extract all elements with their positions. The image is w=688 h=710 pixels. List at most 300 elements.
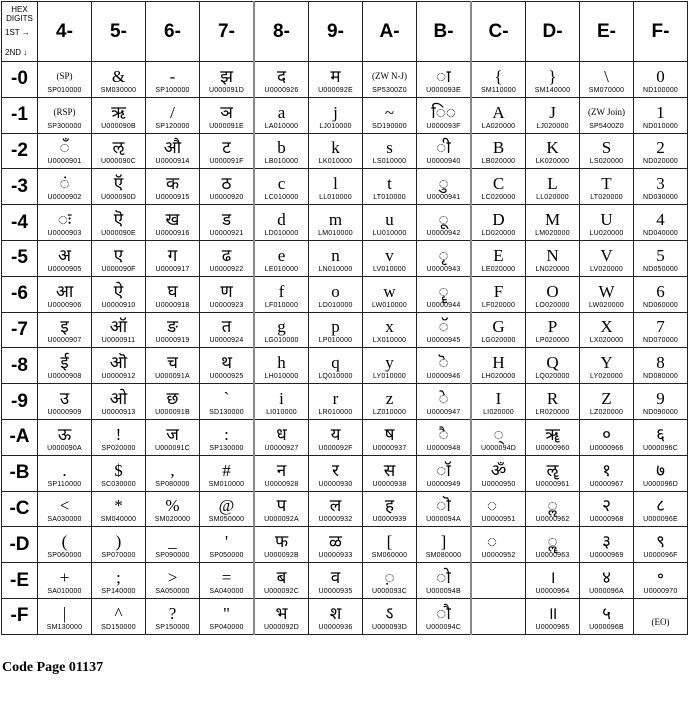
code-cell	[200, 563, 255, 599]
character-glyph: 9	[656, 388, 665, 408]
gcgid-code: U000094D	[480, 444, 517, 452]
gcgid-code: U0000936	[318, 623, 353, 631]
code-cell	[309, 276, 363, 312]
gcgid-code: LN010000	[318, 265, 353, 273]
gcgid-code: U0000962	[535, 516, 570, 524]
code-cell	[417, 133, 472, 169]
code-cell	[471, 169, 526, 205]
character-glyph: व	[330, 567, 341, 587]
code-cell	[146, 527, 200, 563]
code-cell	[363, 384, 417, 420]
gcgid-code: U0000915	[155, 194, 190, 202]
gcgid-code: LL020000	[536, 194, 569, 202]
character-glyph: ए	[113, 245, 124, 265]
code-cell	[417, 62, 472, 98]
row-header: -A	[2, 419, 38, 455]
character-glyph: ड	[221, 209, 232, 229]
row-header: -4	[2, 205, 38, 241]
gcgid-code: LA020000	[481, 122, 516, 130]
column-header: 7-	[200, 2, 255, 62]
character-glyph: A	[492, 102, 505, 122]
character-glyph: औ	[163, 138, 182, 158]
gcgid-code: LU010000	[372, 229, 407, 237]
gcgid-code: ND020000	[642, 158, 679, 166]
code-cell	[363, 312, 417, 348]
code-cell	[200, 97, 255, 133]
gcgid-code: U0000949	[426, 480, 461, 488]
table-row	[2, 491, 688, 527]
code-cell	[580, 133, 634, 169]
gcgid-code: U000094C	[425, 623, 462, 631]
character-glyph: M	[544, 209, 561, 229]
character-glyph: ◌ॄ	[438, 281, 449, 301]
character-glyph: ◌े	[438, 388, 449, 408]
code-cell	[526, 240, 580, 276]
gcgid-code: U0000925	[209, 373, 244, 381]
gcgid-code: U000091C	[154, 444, 191, 452]
gcgid-code: LO010000	[318, 301, 353, 309]
character-glyph: श	[329, 603, 342, 623]
character-glyph: ॐ	[490, 460, 507, 480]
row-header: -9	[2, 384, 38, 420]
gcgid-code: SM070000	[588, 86, 625, 94]
gcgid-code: U0000946	[426, 373, 461, 381]
gcgid-code: U000091F	[209, 158, 244, 166]
code-cell	[92, 240, 146, 276]
row-header: -8	[2, 348, 38, 384]
code-cell	[200, 491, 255, 527]
code-cell	[92, 491, 146, 527]
digits-label: DIGITS	[6, 14, 33, 23]
character-glyph: ◌ॢ	[547, 496, 558, 516]
table-row	[2, 455, 688, 491]
character-glyph: _	[168, 532, 177, 552]
gcgid-code: SP060000	[47, 552, 82, 560]
gcgid-code: U000091E	[209, 122, 244, 130]
gcgid-code: SP110000	[47, 480, 82, 488]
gcgid-code: SM030000	[100, 86, 137, 94]
character-glyph: ◌ॅ	[438, 317, 449, 337]
gcgid-code: U0000961	[535, 480, 570, 488]
gcgid-code: LF020000	[481, 301, 516, 309]
code-cell	[92, 527, 146, 563]
table-row	[2, 598, 688, 634]
gcgid-code: U0000948	[426, 444, 461, 452]
gcgid-code: ND030000	[642, 194, 679, 202]
gcgid-code: U000096F	[643, 552, 678, 560]
character-glyph: N	[546, 245, 559, 265]
gcgid-code: ND070000	[642, 337, 679, 345]
character-glyph: '	[224, 532, 229, 552]
character-glyph: *	[114, 496, 123, 516]
character-glyph: q	[331, 353, 340, 373]
gcgid-code: U000094B	[426, 587, 461, 595]
column-header: A-	[363, 2, 417, 62]
character-glyph: ऽ	[385, 603, 394, 623]
gcgid-code: SM050000	[208, 516, 245, 524]
code-cell	[309, 491, 363, 527]
character-glyph: %	[165, 496, 180, 516]
character-glyph: ऋ	[111, 102, 126, 122]
code-cell	[38, 527, 92, 563]
code-cell	[38, 205, 92, 241]
gcgid-code: U0000917	[155, 265, 190, 273]
code-cell	[309, 455, 363, 491]
code-cell	[580, 312, 634, 348]
row-header: -F	[2, 598, 38, 634]
gcgid-code: LH010000	[264, 373, 299, 381]
character-glyph: झ	[220, 66, 233, 86]
character-glyph: ◌ः	[57, 209, 72, 229]
character-glyph: १	[602, 460, 611, 480]
gcgid-code: LC020000	[481, 194, 516, 202]
code-cell	[363, 169, 417, 205]
gcgid-code: LT010000	[373, 194, 406, 202]
character-glyph: 6	[656, 281, 665, 301]
character-glyph: 8	[656, 353, 665, 373]
code-cell	[309, 419, 363, 455]
character-glyph: x	[385, 317, 394, 337]
code-cell	[200, 62, 255, 98]
code-cell	[526, 419, 580, 455]
gcgid-code: U000090A	[47, 444, 82, 452]
code-cell	[471, 62, 526, 98]
gcgid-code: U000096B	[589, 623, 624, 631]
gcgid-code: LB020000	[481, 158, 516, 166]
gcgid-code: SP300000	[47, 122, 82, 130]
code-cell	[471, 563, 526, 599]
row-header: -D	[2, 527, 38, 563]
character-glyph: य	[330, 424, 341, 444]
code-cell	[580, 276, 634, 312]
code-cell	[254, 240, 309, 276]
character-glyph: f	[278, 281, 285, 301]
code-cell	[309, 598, 363, 634]
code-cell	[200, 240, 255, 276]
code-cell	[38, 455, 92, 491]
code-cell	[92, 97, 146, 133]
gcgid-code: U0000907	[47, 337, 82, 345]
code-cell	[200, 598, 255, 634]
gcgid-code: LW020000	[589, 301, 624, 309]
code-cell	[38, 312, 92, 348]
gcgid-code: U0000944	[426, 301, 461, 309]
code-cell	[254, 169, 309, 205]
code-cell	[200, 133, 255, 169]
code-cell	[634, 563, 688, 599]
character-glyph: !	[115, 424, 122, 444]
gcgid-code: SD190000	[372, 122, 407, 130]
code-cell	[92, 312, 146, 348]
gcgid-code: U0000923	[209, 301, 244, 309]
code-cell	[92, 205, 146, 241]
character-glyph: g	[277, 317, 286, 337]
code-cell	[309, 133, 363, 169]
character-glyph: ◌ॉ	[436, 460, 451, 480]
gcgid-code: U000092A	[264, 516, 299, 524]
gcgid-code: SP5400Z0	[589, 122, 624, 130]
character-glyph: फ	[274, 532, 289, 552]
code-cell	[363, 276, 417, 312]
code-cell	[254, 133, 309, 169]
table-row	[2, 527, 688, 563]
code-cell	[146, 169, 200, 205]
gcgid-code: U0000964	[535, 587, 570, 595]
character-glyph: (	[61, 532, 68, 552]
gcgid-code: U0000941	[426, 194, 461, 202]
code-cell	[471, 205, 526, 241]
gcgid-code: LQ020000	[535, 373, 570, 381]
code-cell	[363, 205, 417, 241]
gcgid-code: LX010000	[372, 337, 407, 345]
gcgid-code: LK010000	[318, 158, 353, 166]
character-glyph: ◌ू	[438, 209, 449, 229]
character-glyph: b	[277, 138, 286, 158]
code-cell	[309, 97, 363, 133]
gcgid-code: ND010000	[642, 122, 679, 130]
gcgid-code: U0000968	[589, 516, 624, 524]
gcgid-code: LZ020000	[589, 408, 624, 416]
row-header: -1	[2, 97, 38, 133]
gcgid-code: U0000927	[264, 444, 299, 452]
code-cell	[254, 419, 309, 455]
character-glyph: R	[546, 388, 559, 408]
code-cell	[92, 455, 146, 491]
character-glyph: {	[494, 66, 503, 86]
hex-digits-corner	[2, 2, 38, 62]
gcgid-code: ND040000	[642, 229, 679, 237]
character-glyph: o	[331, 281, 340, 301]
table-row	[2, 133, 688, 169]
column-header: 9-	[309, 2, 363, 62]
character-glyph: $	[114, 460, 123, 480]
code-cell	[634, 97, 688, 133]
gcgid-code: SP130000	[209, 444, 244, 452]
character-glyph: I	[495, 388, 502, 408]
code-cell	[254, 491, 309, 527]
code-cell	[471, 384, 526, 420]
table-row	[2, 419, 688, 455]
table-row	[2, 240, 688, 276]
code-cell	[417, 384, 472, 420]
gcgid-code: U0000905	[47, 265, 82, 273]
character-glyph: ग	[167, 245, 178, 265]
gcgid-code: U0000947	[426, 408, 461, 416]
character-glyph: ब	[276, 567, 287, 587]
gcgid-code: LR010000	[318, 408, 353, 416]
character-glyph: ◌॒	[486, 532, 511, 552]
code-cell	[417, 97, 472, 133]
character-glyph: ॠ	[545, 424, 560, 444]
character-glyph: &	[111, 66, 126, 86]
character-glyph: ,	[170, 460, 175, 480]
code-cell	[92, 276, 146, 312]
character-glyph: >	[167, 567, 178, 587]
character-glyph: ऍ	[113, 174, 124, 194]
gcgid-code: SP070000	[101, 552, 136, 560]
gcgid-code: U0000911	[101, 337, 136, 345]
gcgid-code: U0000912	[101, 373, 136, 381]
gcgid-code: LM010000	[318, 229, 353, 237]
character-glyph: ~	[384, 102, 395, 122]
gcgid-code: U0000950	[481, 480, 516, 488]
character-glyph: ८	[656, 496, 665, 516]
character-glyph: U	[600, 209, 613, 229]
column-header: 5-	[92, 2, 146, 62]
row-header: -2	[2, 133, 38, 169]
gcgid-code: U000091B	[155, 408, 190, 416]
character-glyph: 5	[656, 245, 665, 265]
code-cell	[146, 598, 200, 634]
character-glyph: 3	[656, 174, 665, 194]
character-glyph: m	[328, 209, 343, 229]
gcgid-code: ND090000	[642, 408, 679, 416]
code-cell	[92, 598, 146, 634]
column-header: 4-	[38, 2, 92, 62]
code-cell	[417, 419, 472, 455]
code-cell	[580, 491, 634, 527]
code-cell	[417, 348, 472, 384]
gcgid-code: U000090F	[101, 265, 136, 273]
gcgid-code: LV020000	[589, 265, 623, 273]
character-glyph: K	[546, 138, 559, 158]
code-cell	[146, 276, 200, 312]
code-cell	[146, 384, 200, 420]
code-cell	[254, 312, 309, 348]
character-glyph: ि◌	[431, 102, 456, 122]
gcgid-code: LR020000	[535, 408, 570, 416]
code-cell	[634, 169, 688, 205]
character-glyph: @	[218, 496, 235, 516]
code-cell	[254, 563, 309, 599]
code-cell	[417, 527, 472, 563]
code-cell	[146, 563, 200, 599]
character-glyph: s	[386, 138, 393, 158]
code-cell	[254, 97, 309, 133]
code-cell	[580, 563, 634, 599]
character-glyph: e	[277, 245, 286, 265]
character-glyph: B	[492, 138, 505, 158]
character-glyph: C	[492, 174, 505, 194]
code-cell	[254, 205, 309, 241]
gcgid-code: SM040000	[100, 516, 137, 524]
code-cell	[254, 276, 309, 312]
second-digit-label: 2ND ↓	[5, 48, 28, 57]
character-glyph: ज	[166, 424, 179, 444]
column-header: 6-	[146, 2, 200, 62]
character-glyph: ण	[220, 281, 233, 301]
character-glyph: ध	[276, 424, 287, 444]
character-glyph: प	[276, 496, 287, 516]
character-glyph: \	[604, 66, 609, 86]
gcgid-code: LQ010000	[318, 373, 353, 381]
code-cell	[254, 348, 309, 384]
character-glyph: ५	[602, 603, 611, 623]
gcgid-code: U0000919	[155, 337, 190, 345]
column-header: B-	[417, 2, 472, 62]
gcgid-code: ND060000	[642, 301, 679, 309]
code-cell	[634, 527, 688, 563]
character-glyph: 7	[656, 317, 665, 337]
gcgid-code: SP010000	[47, 86, 82, 94]
gcgid-code: U000092B	[264, 552, 299, 560]
gcgid-code: U0000921	[209, 229, 244, 237]
character-glyph: म	[330, 66, 341, 86]
code-cell	[254, 455, 309, 491]
gcgid-code: U000096E	[643, 516, 678, 524]
character-glyph: अ	[58, 245, 71, 265]
character-glyph: ऎ	[113, 209, 124, 229]
code-cell	[146, 455, 200, 491]
character-glyph: ठ	[221, 174, 232, 194]
code-cell	[38, 348, 92, 384]
code-cell	[471, 133, 526, 169]
code-cell	[146, 133, 200, 169]
gcgid-code: ND080000	[642, 373, 679, 381]
code-cell	[417, 240, 472, 276]
character-glyph: ऌ	[112, 138, 125, 158]
gcgid-code: LS020000	[589, 158, 624, 166]
table-row	[2, 563, 688, 599]
header-row	[2, 2, 688, 62]
code-cell	[471, 312, 526, 348]
gcgid-code: LL010000	[319, 194, 352, 202]
code-cell	[417, 205, 472, 241]
code-page-caption: Code Page 01137	[2, 660, 104, 675]
code-cell	[146, 62, 200, 98]
code-cell	[200, 348, 255, 384]
gcgid-code: U0000942	[426, 229, 461, 237]
code-cell	[146, 240, 200, 276]
gcgid-code: LN020000	[535, 265, 570, 273]
character-glyph: J	[549, 102, 556, 122]
code-cell	[634, 240, 688, 276]
row-header: -5	[2, 240, 38, 276]
code-cell	[363, 62, 417, 98]
character-glyph: ७	[656, 460, 665, 480]
gcgid-code: U000096C	[642, 444, 679, 452]
character-glyph: ^	[114, 603, 123, 623]
gcgid-code: U0000916	[155, 229, 190, 237]
column-header: D-	[526, 2, 580, 62]
character-glyph: r	[332, 388, 339, 408]
gcgid-code: U0000924	[209, 337, 244, 345]
character-glyph: ४	[602, 567, 611, 587]
code-cell	[200, 384, 255, 420]
gcgid-code: LD020000	[481, 229, 516, 237]
code-cell	[580, 527, 634, 563]
gcgid-code: SP090000	[155, 552, 190, 560]
character-glyph: j	[333, 102, 338, 122]
code-cell	[634, 276, 688, 312]
gcgid-code: U0000938	[372, 480, 407, 488]
code-cell	[363, 240, 417, 276]
character-glyph: क	[165, 174, 180, 194]
character-glyph: 1	[656, 102, 665, 122]
character-glyph: ◌ो	[436, 567, 451, 587]
character-glyph: a	[277, 102, 286, 122]
code-cell	[38, 97, 92, 133]
code-cell	[471, 240, 526, 276]
gcgid-code: LB010000	[264, 158, 299, 166]
gcgid-code: U0000930	[318, 480, 353, 488]
gcgid-code: LH020000	[481, 373, 516, 381]
code-cell	[92, 62, 146, 98]
code-cell	[363, 97, 417, 133]
character-glyph: [	[386, 532, 393, 552]
character-glyph: -	[169, 66, 176, 86]
gcgid-code: U0000928	[264, 480, 299, 488]
